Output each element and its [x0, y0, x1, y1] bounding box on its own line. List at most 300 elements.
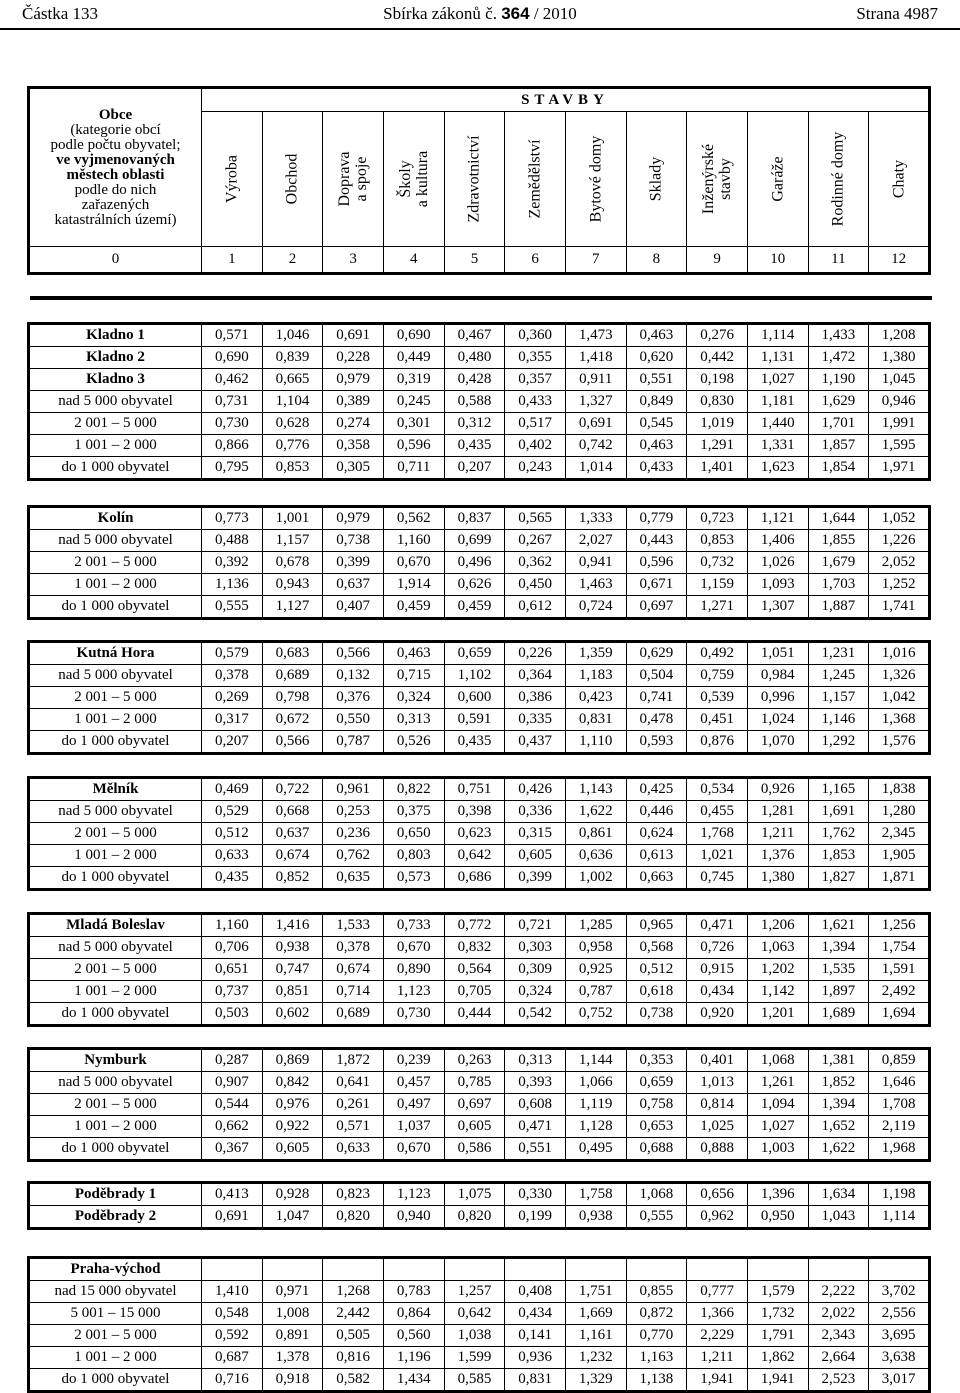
coefficient-cell: 0,276 — [687, 324, 748, 347]
coefficient-cell: 0,455 — [687, 801, 748, 823]
coefficient-cell: 1,181 — [747, 391, 808, 413]
coefficient-cell: 0,544 — [202, 1094, 263, 1116]
coefficient-cell: 1,043 — [808, 1206, 869, 1229]
row-label: nad 5 000 obyvatel — [29, 530, 202, 552]
region-title: Praha-východ — [29, 1258, 202, 1281]
table-row — [29, 574, 930, 596]
empty-cell — [444, 1258, 505, 1281]
coefficient-cell: 0,497 — [383, 1094, 444, 1116]
coefficient-cell: 0,946 — [869, 391, 930, 413]
coefficient-cell: 0,683 — [262, 642, 323, 665]
coefficient-cell: 1,333 — [565, 507, 626, 530]
coefficient-cell: 0,450 — [505, 574, 566, 596]
coefficient-cell: 0,855 — [626, 1281, 687, 1303]
coefficient-cell: 1,163 — [626, 1347, 687, 1369]
coefficient-cell: 1,252 — [869, 574, 930, 596]
table-row — [29, 1347, 930, 1369]
coefficient-cell: 0,459 — [444, 596, 505, 619]
coefficient-cell: 0,592 — [202, 1325, 263, 1347]
coefficient-cell: 1,285 — [565, 914, 626, 937]
coefficient-cell: 1,094 — [747, 1094, 808, 1116]
column-header-line: Zdravotnictví — [465, 135, 483, 223]
coefficient-cell: 1,307 — [747, 596, 808, 619]
municipality-header-line: katastrálních území) — [54, 211, 177, 228]
coefficient-cell: 0,705 — [444, 981, 505, 1003]
municipality-header-line: městech oblasti — [66, 166, 165, 183]
row-label: 1 001 – 2 000 — [29, 1116, 202, 1138]
coefficient-cell: 0,629 — [626, 642, 687, 665]
coefficient-cell: 1,019 — [687, 413, 748, 435]
coefficient-cell: 1,256 — [869, 914, 930, 937]
coefficient-cell: 0,600 — [444, 687, 505, 709]
coefficient-cell: 1,070 — [747, 731, 808, 754]
coefficient-cell: 0,635 — [323, 867, 384, 890]
coefficient-cell: 1,701 — [808, 413, 869, 435]
coefficient-cell: 0,773 — [202, 507, 263, 530]
coefficient-cell: 0,478 — [626, 709, 687, 731]
coefficient-cell: 1,027 — [747, 1116, 808, 1138]
coefficient-cell: 0,591 — [444, 709, 505, 731]
coefficient-cell: 0,940 — [383, 1206, 444, 1229]
row-label: 2 001 – 5 000 — [29, 959, 202, 981]
coefficient-cell: 1,051 — [747, 642, 808, 665]
coefficient-cell: 1,827 — [808, 867, 869, 890]
coefficient-cell: 0,689 — [262, 665, 323, 687]
coefficient-cell: 0,426 — [505, 778, 566, 801]
coefficient-cell: 1,433 — [808, 324, 869, 347]
coefficient-cell: 1,380 — [747, 867, 808, 890]
municipality-header-line: podle do nich — [74, 181, 157, 198]
coefficient-cell: 0,752 — [565, 1003, 626, 1026]
coefficient-cell: 0,715 — [383, 665, 444, 687]
column-number: 8 — [626, 247, 687, 274]
coefficient-cell: 0,888 — [687, 1138, 748, 1161]
coefficient-cell: 1,871 — [869, 867, 930, 890]
coefficient-cell: 1,157 — [262, 530, 323, 552]
table-row — [29, 369, 930, 391]
coefficient-cell: 0,399 — [323, 552, 384, 574]
law-year: / 2010 — [533, 4, 577, 23]
coefficient-cell: 1,366 — [687, 1303, 748, 1325]
coefficient-cell: 1,232 — [565, 1347, 626, 1369]
row-label: do 1 000 obyvatel — [29, 457, 202, 480]
column-header-doprava-a-spoje — [323, 112, 384, 247]
coefficient-cell: 0,653 — [626, 1116, 687, 1138]
coefficient-cell: 1,941 — [687, 1369, 748, 1392]
coefficient-cell: 0,593 — [626, 731, 687, 754]
coefficient-cell: 0,697 — [444, 1094, 505, 1116]
coefficient-cell: 0,462 — [202, 369, 263, 391]
region-table-8 — [27, 1256, 931, 1393]
column-header-line: Inženýrské — [700, 143, 718, 215]
coefficient-cell: 0,245 — [383, 391, 444, 413]
column-header-bytove-domy — [565, 112, 626, 247]
table-row — [29, 1138, 930, 1161]
column-header-line: stavby — [717, 158, 735, 200]
coefficient-cell: 0,979 — [323, 507, 384, 530]
coefficient-cell: 0,612 — [505, 596, 566, 619]
coefficient-cell: 0,996 — [747, 687, 808, 709]
page-header — [0, 0, 960, 30]
coefficient-cell: 0,423 — [565, 687, 626, 709]
coefficient-cell: 0,407 — [323, 596, 384, 619]
coefficient-cell: 0,324 — [505, 981, 566, 1003]
coefficient-cell: 0,925 — [565, 959, 626, 981]
coefficient-cell: 0,517 — [505, 413, 566, 435]
coefficient-cell: 0,613 — [626, 845, 687, 867]
coefficient-cell: 0,958 — [565, 937, 626, 959]
table-row — [29, 1094, 930, 1116]
coefficient-cell: 2,119 — [869, 1116, 930, 1138]
coefficient-cell: 0,738 — [323, 530, 384, 552]
coefficient-cell: 1,198 — [869, 1183, 930, 1206]
column-number: 5 — [444, 247, 505, 274]
coefficient-cell: 0,659 — [444, 642, 505, 665]
coefficient-cell: 1,905 — [869, 845, 930, 867]
column-header-line: Sklady — [647, 156, 665, 202]
coefficient-cell: 1,622 — [565, 801, 626, 823]
coefficient-cell: 0,636 — [565, 845, 626, 867]
municipality-header — [29, 88, 202, 247]
table-row — [29, 801, 930, 823]
column-header-skoly-a-kultura — [383, 112, 444, 247]
coefficient-cell: 0,588 — [444, 391, 505, 413]
coefficient-cell: 0,358 — [323, 435, 384, 457]
coefficient-cell: 0,928 — [262, 1183, 323, 1206]
coefficient-cell: 0,641 — [323, 1072, 384, 1094]
coefficient-cell: 1,157 — [808, 687, 869, 709]
coefficient-cell: 0,849 — [626, 391, 687, 413]
coefficient-cell: 2,222 — [808, 1281, 869, 1303]
row-label: Nymburk — [29, 1049, 202, 1072]
issue-part: Částka 133 — [22, 4, 99, 23]
buildings-header: STAVBY — [202, 88, 930, 112]
coefficient-cell: 0,579 — [202, 642, 263, 665]
coefficient-cell: 1,026 — [747, 552, 808, 574]
coefficient-cell: 0,869 — [262, 1049, 323, 1072]
column-header-zemedelstvi — [505, 112, 566, 247]
coefficient-cell: 1,376 — [747, 845, 808, 867]
coefficient-cell: 0,747 — [262, 959, 323, 981]
coefficient-cell: 0,732 — [687, 552, 748, 574]
coefficient-cell: 0,565 — [505, 507, 566, 530]
table-row — [29, 642, 930, 665]
coefficient-cell: 0,504 — [626, 665, 687, 687]
region-table-6 — [27, 1047, 931, 1162]
table-row — [29, 413, 930, 435]
coefficient-cell: 1,852 — [808, 1072, 869, 1094]
column-header-label — [336, 151, 370, 206]
table-row — [29, 665, 930, 687]
coefficient-cell: 0,798 — [262, 687, 323, 709]
coefficient-cell: 1,131 — [747, 347, 808, 369]
coefficient-cell: 1,114 — [747, 324, 808, 347]
coefficient-cell: 0,449 — [383, 347, 444, 369]
column-number: 10 — [747, 247, 808, 274]
coefficient-cell: 0,721 — [505, 914, 566, 937]
coefficient-cell: 1,292 — [808, 731, 869, 754]
coefficient-cell: 1,280 — [869, 801, 930, 823]
coefficient-cell: 0,668 — [262, 801, 323, 823]
coefficient-cell: 1,231 — [808, 642, 869, 665]
table-row — [29, 391, 930, 413]
table-row — [29, 1281, 930, 1303]
coefficient-cell: 1,052 — [869, 507, 930, 530]
collection-prefix: Sbírka zákonů č. — [383, 4, 497, 23]
coefficient-cell: 0,662 — [202, 1116, 263, 1138]
column-header-line: Obchod — [283, 153, 301, 205]
row-label: 2 001 – 5 000 — [29, 823, 202, 845]
region-title-row — [29, 1258, 930, 1281]
region-table-3 — [27, 640, 931, 755]
empty-cell — [687, 1258, 748, 1281]
coefficient-cell: 0,463 — [383, 642, 444, 665]
row-label: do 1 000 obyvatel — [29, 1369, 202, 1392]
row-label: Kladno 3 — [29, 369, 202, 391]
column-header-label — [830, 132, 847, 227]
column-header-label — [284, 154, 301, 205]
coefficient-cell: 0,691 — [323, 324, 384, 347]
coefficient-cell: 0,566 — [323, 642, 384, 665]
table-row — [29, 914, 930, 937]
column-header-chaty — [869, 112, 930, 247]
coefficient-cell: 1,887 — [808, 596, 869, 619]
coefficient-cell: 0,605 — [444, 1116, 505, 1138]
coefficient-cell: 1,472 — [808, 347, 869, 369]
coefficient-cell: 1,014 — [565, 457, 626, 480]
coefficient-cell: 0,907 — [202, 1072, 263, 1094]
coefficient-cell: 0,141 — [505, 1325, 566, 1347]
coefficient-cell: 1,595 — [869, 435, 930, 457]
coefficient-cell: 0,776 — [262, 435, 323, 457]
coefficient-cell: 0,198 — [687, 369, 748, 391]
table-row — [29, 1049, 930, 1072]
coefficient-cell: 1,144 — [565, 1049, 626, 1072]
row-label: nad 15 000 obyvatel — [29, 1281, 202, 1303]
coefficient-cell: 0,837 — [444, 507, 505, 530]
region-table-5 — [27, 912, 931, 1027]
coefficient-cell: 0,602 — [262, 1003, 323, 1026]
coefficient-cell: 1,380 — [869, 347, 930, 369]
coefficient-cell: 1,644 — [808, 507, 869, 530]
coefficient-cell: 0,399 — [505, 867, 566, 890]
coefficient-cell: 0,545 — [626, 413, 687, 435]
row-label: Kladno 2 — [29, 347, 202, 369]
coefficient-cell: 1,136 — [202, 574, 263, 596]
table-row — [29, 731, 930, 754]
coefficient-cell: 0,724 — [565, 596, 626, 619]
column-header-line: a spoje — [353, 156, 371, 202]
coefficient-cell: 1,646 — [869, 1072, 930, 1094]
coefficient-cell: 0,560 — [383, 1325, 444, 1347]
table-row — [29, 937, 930, 959]
coefficient-cell: 1,579 — [747, 1281, 808, 1303]
table-row — [29, 457, 930, 480]
coefficient-cell: 0,633 — [323, 1138, 384, 1161]
coefficient-cell: 0,785 — [444, 1072, 505, 1094]
coefficient-cell: 0,961 — [323, 778, 384, 801]
coefficient-cell: 0,207 — [444, 457, 505, 480]
coefficient-cell: 0,488 — [202, 530, 263, 552]
coefficient-cell: 0,301 — [383, 413, 444, 435]
coefficient-cell: 1,008 — [262, 1303, 323, 1325]
coefficient-cell: 0,726 — [687, 937, 748, 959]
coefficient-cell: 0,435 — [444, 435, 505, 457]
coefficient-cell: 0,911 — [565, 369, 626, 391]
coefficient-cell: 1,326 — [869, 665, 930, 687]
coefficient-cell: 1,128 — [565, 1116, 626, 1138]
coefficient-cell: 0,503 — [202, 1003, 263, 1026]
coefficient-cell: 0,831 — [505, 1369, 566, 1392]
empty-cell — [202, 1258, 263, 1281]
coefficient-cell: 0,830 — [687, 391, 748, 413]
municipality-header-title: Obce — [98, 106, 133, 123]
column-header-vyroba — [202, 112, 263, 247]
coefficient-cell: 0,891 — [262, 1325, 323, 1347]
coefficient-cell: 0,596 — [383, 435, 444, 457]
coefficient-cell: 0,236 — [323, 823, 384, 845]
coefficient-cell: 2,442 — [323, 1303, 384, 1325]
coefficient-cell: 0,742 — [565, 435, 626, 457]
column-header-line: Výroba — [223, 155, 241, 203]
coefficient-cell: 0,433 — [626, 457, 687, 480]
row-label: Mělník — [29, 778, 202, 801]
coefficient-cell: 0,605 — [505, 845, 566, 867]
coefficient-cell: 0,686 — [444, 867, 505, 890]
coefficient-cell: 2,556 — [869, 1303, 930, 1325]
coefficient-cell: 1,732 — [747, 1303, 808, 1325]
coefficient-cell: 1,853 — [808, 845, 869, 867]
coefficient-cell: 0,392 — [202, 552, 263, 574]
coefficient-cell: 0,618 — [626, 981, 687, 1003]
coefficient-cell: 0,434 — [505, 1303, 566, 1325]
coefficient-cell: 0,463 — [626, 435, 687, 457]
coefficient-cell: 0,852 — [262, 867, 323, 890]
coefficient-cell: 0,962 — [687, 1206, 748, 1229]
coefficient-cell: 1,211 — [747, 823, 808, 845]
coefficient-cell: 0,267 — [505, 530, 566, 552]
row-label: 1 001 – 2 000 — [29, 845, 202, 867]
coefficient-cell: 0,542 — [505, 1003, 566, 1026]
coefficient-cell: 0,671 — [626, 574, 687, 596]
column-number: 0 — [29, 247, 202, 274]
coefficient-cell: 0,608 — [505, 1094, 566, 1116]
coefficient-cell: 1,857 — [808, 435, 869, 457]
empty-cell — [565, 1258, 626, 1281]
coefficient-cell: 1,971 — [869, 457, 930, 480]
coefficient-cell: 0,551 — [626, 369, 687, 391]
coefficient-cell: 1,123 — [383, 981, 444, 1003]
coefficient-cell: 0,596 — [626, 552, 687, 574]
coefficient-cell: 0,132 — [323, 665, 384, 687]
row-label: 1 001 – 2 000 — [29, 435, 202, 457]
coefficient-cell: 1,394 — [808, 1094, 869, 1116]
coefficient-cell: 0,548 — [202, 1303, 263, 1325]
coefficient-cell: 0,315 — [505, 823, 566, 845]
coefficient-cell: 0,758 — [626, 1094, 687, 1116]
coefficient-cell: 0,688 — [626, 1138, 687, 1161]
region-table-7 — [27, 1181, 931, 1230]
coefficient-cell: 0,814 — [687, 1094, 748, 1116]
coefficient-cell: 0,851 — [262, 981, 323, 1003]
row-label: Mladá Boleslav — [29, 914, 202, 937]
coefficient-cell: 0,562 — [383, 507, 444, 530]
table-row — [29, 1303, 930, 1325]
coefficient-cell: 0,779 — [626, 507, 687, 530]
coefficient-cell: 1,121 — [747, 507, 808, 530]
coefficient-cell: 0,823 — [323, 1183, 384, 1206]
coefficient-cell: 0,678 — [262, 552, 323, 574]
row-label: do 1 000 obyvatel — [29, 1003, 202, 1026]
coefficient-cell: 0,626 — [444, 574, 505, 596]
column-header-label — [397, 151, 431, 207]
coefficient-cell: 1,327 — [565, 391, 626, 413]
coefficient-cell: 0,303 — [505, 937, 566, 959]
coefficient-cell: 0,861 — [565, 823, 626, 845]
coefficient-cell: 1,768 — [687, 823, 748, 845]
coefficient-cell: 0,920 — [687, 1003, 748, 1026]
coefficient-cell: 0,389 — [323, 391, 384, 413]
row-label: 2 001 – 5 000 — [29, 1325, 202, 1347]
column-header-label — [466, 135, 483, 222]
header-separator — [30, 296, 932, 300]
coefficient-cell: 0,831 — [565, 709, 626, 731]
coefficient-cell: 0,642 — [444, 845, 505, 867]
coefficient-cell: 0,495 — [565, 1138, 626, 1161]
row-label: nad 5 000 obyvatel — [29, 665, 202, 687]
coefficient-cell: 1,854 — [808, 457, 869, 480]
coefficient-cell: 0,573 — [383, 867, 444, 890]
coefficient-cell: 1,211 — [687, 1347, 748, 1369]
coefficient-cell: 1,024 — [747, 709, 808, 731]
coefficient-cell: 1,396 — [747, 1183, 808, 1206]
coefficient-cell: 0,402 — [505, 435, 566, 457]
coefficient-cell: 0,723 — [687, 507, 748, 530]
coefficient-cell: 1,123 — [383, 1183, 444, 1206]
column-header-label — [700, 144, 734, 214]
coefficient-cell: 0,938 — [262, 937, 323, 959]
coefficient-cell: 0,199 — [505, 1206, 566, 1229]
coefficient-cell: 0,733 — [383, 914, 444, 937]
coefficient-cell: 0,529 — [202, 801, 263, 823]
row-label: 2 001 – 5 000 — [29, 413, 202, 435]
coefficient-cell: 1,138 — [626, 1369, 687, 1392]
column-header-inzenyrske-stavby — [687, 112, 748, 247]
column-header-line: Doprava — [336, 151, 354, 207]
coefficient-cell: 0,689 — [323, 1003, 384, 1026]
coefficient-cell: 1,063 — [747, 937, 808, 959]
coefficient-cell: 0,586 — [444, 1138, 505, 1161]
empty-cell — [262, 1258, 323, 1281]
coefficient-cell: 0,512 — [626, 959, 687, 981]
coefficient-cell: 0,822 — [383, 778, 444, 801]
coefficient-cell: 1,160 — [383, 530, 444, 552]
coefficient-cell: 0,876 — [687, 731, 748, 754]
coefficient-cell: 0,555 — [202, 596, 263, 619]
coefficient-cell: 1,075 — [444, 1183, 505, 1206]
column-header-rodinne-domy — [808, 112, 869, 247]
coefficient-cell: 1,119 — [565, 1094, 626, 1116]
coefficient-cell: 1,331 — [747, 435, 808, 457]
region-table-4 — [27, 776, 931, 891]
table-row — [29, 347, 930, 369]
coefficient-cell: 1,378 — [262, 1347, 323, 1369]
coefficient-cell: 0,364 — [505, 665, 566, 687]
row-label: 2 001 – 5 000 — [29, 1094, 202, 1116]
coefficient-cell: 0,976 — [262, 1094, 323, 1116]
coefficient-cell: 0,386 — [505, 687, 566, 709]
coefficient-cell: 0,971 — [262, 1281, 323, 1303]
